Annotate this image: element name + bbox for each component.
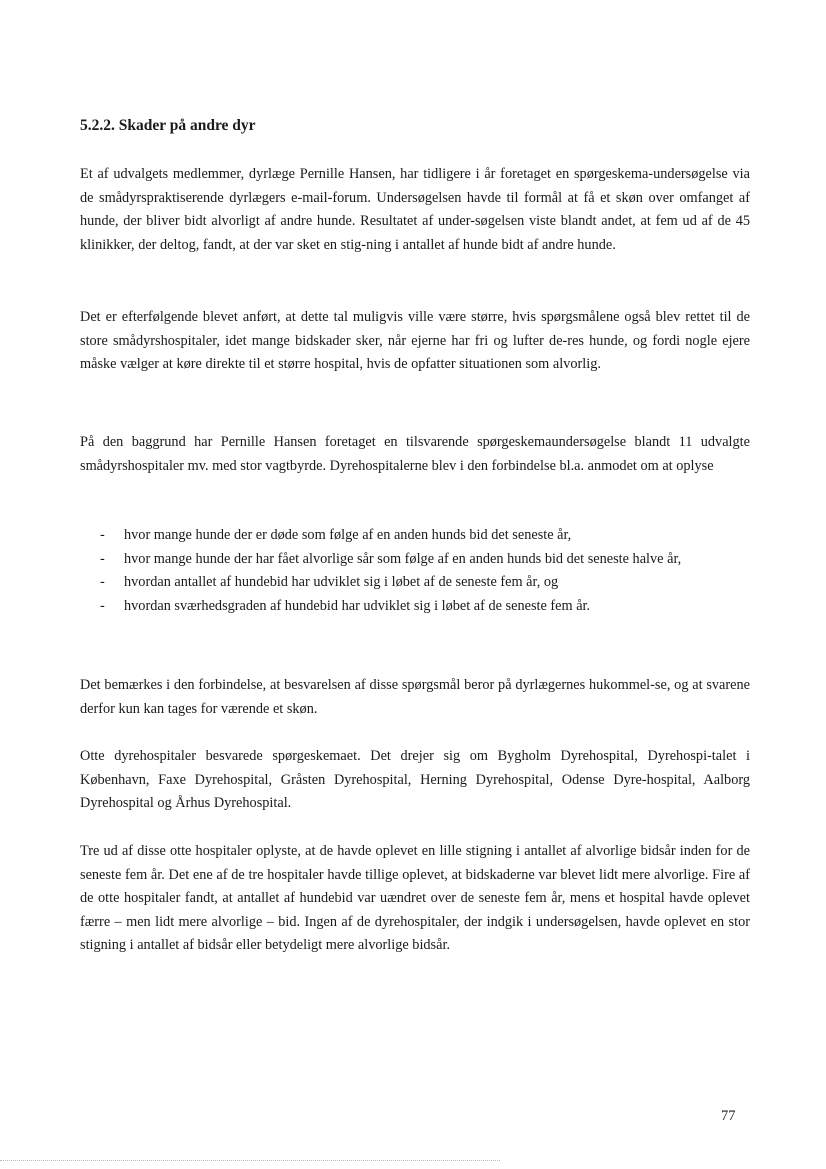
question-list	[100, 524, 750, 618]
scan-edge-divider	[0, 1160, 500, 1162]
list-item-text: hvordan sværhedsgraden af hundebid har udviklet sig i løbet af de seneste fem år.	[124, 597, 591, 614]
paragraph-respondents: Otte dyrehospitaler besvarede spørgeskemaet. Det drejer sig om Bygholm Dyrehospital, Dyrehospi-talet i København, Faxe Dyrehospital, Gråsten Dyrehospital, Herning Dyrehospital, Odense Dyre-hospital, Aalborg Dyrehospital og Århus Dyrehospital.	[80, 748, 750, 811]
bullet-marker: -	[100, 574, 105, 590]
list-item	[100, 595, 750, 619]
bullet-marker: -	[100, 527, 105, 543]
list-item	[100, 548, 750, 572]
list-item-text: hvordan antallet af hundebid har udviklet sig i løbet af de seneste fem år, og	[124, 574, 559, 590]
paragraph-followup-survey: På den baggrund har Pernille Hansen foretaget en tilsvarende spørgeskemaundersøgelse blandt 11 udvalgte smådyrshospitaler mv. med stor vagtbyrde. Dyrehospitalerne blev i den forbindelse bl.a. anmodet om at oplyse	[80, 434, 750, 474]
paragraph-survey-intro: Et af udvalgets medlemmer, dyrlæge Pernille Hansen, har tidligere i år foretaget en spørgeskema-undersøgelse via de smådyrspraktiserende dyrlægers e-mail-forum. Undersøgelsen havde til formål at få et skøn over omfanget af hunde, der bliver bidt alvorligt af andre hunde. Resultatet af under-søgelsen viste blandt andet, at fem ud af de 45 klinikker, der deltog, fandt, at der var sket en stig-ning i antallet af hunde bidt af andre hunde.	[80, 166, 750, 253]
bullet-marker: -	[100, 597, 105, 614]
page-number: 77	[721, 1108, 736, 1124]
list-item	[100, 571, 750, 595]
paragraph-large-hospitals: Det er efterfølgende blevet anført, at dette tal muligvis ville være større, hvis spørgsmålene også blev rettet til de store smådyrshospitaler, idet mange bidskader sker, når ejerne har fri og lufter de-res hunde, og fordi nogle ejere måske vælger at køre direkte til et større hospital, hvis de opfatter situationen som alvorlig.	[80, 309, 750, 372]
paragraph-memory-note: Det bemærkes i den forbindelse, at besvarelsen af disse spørgsmål beror på dyrlægernes hukommel-se, og at svarene derfor kun kan tages for værende et skøn.	[80, 677, 750, 717]
list-item-text: hvor mange hunde der er døde som følge af en anden hunds bid det seneste år,	[124, 527, 572, 543]
list-item	[100, 524, 750, 548]
paragraph-results: Tre ud af disse otte hospitaler oplyste, at de havde oplevet en lille stigning i antallet af alvorlige bidsår inden for de seneste fem år. Det ene af de tre hospitaler havde tillige oplevet, at bidskaderne var blevet lidt mere alvorlige. Fire af de otte hospitaler fandt, at antallet af hundebid var uændret over de seneste fem år, mens et hospital havde oplevet færre – men lidt mere alvorlige – bid. Ingen af de dyrehospitaler, der indgik i undersøgelsen, havde oplevet en stor stigning i antallet af bidsår eller betydeligt mere alvorlige bidsår.	[80, 843, 750, 953]
list-item-text: hvor mange hunde der har fået alvorlige sår som følge af en anden hunds bid det seneste halve år,	[124, 550, 682, 567]
bullet-marker: -	[100, 550, 105, 567]
section-heading: 5.2.2. Skader på andre dyr	[80, 117, 256, 134]
